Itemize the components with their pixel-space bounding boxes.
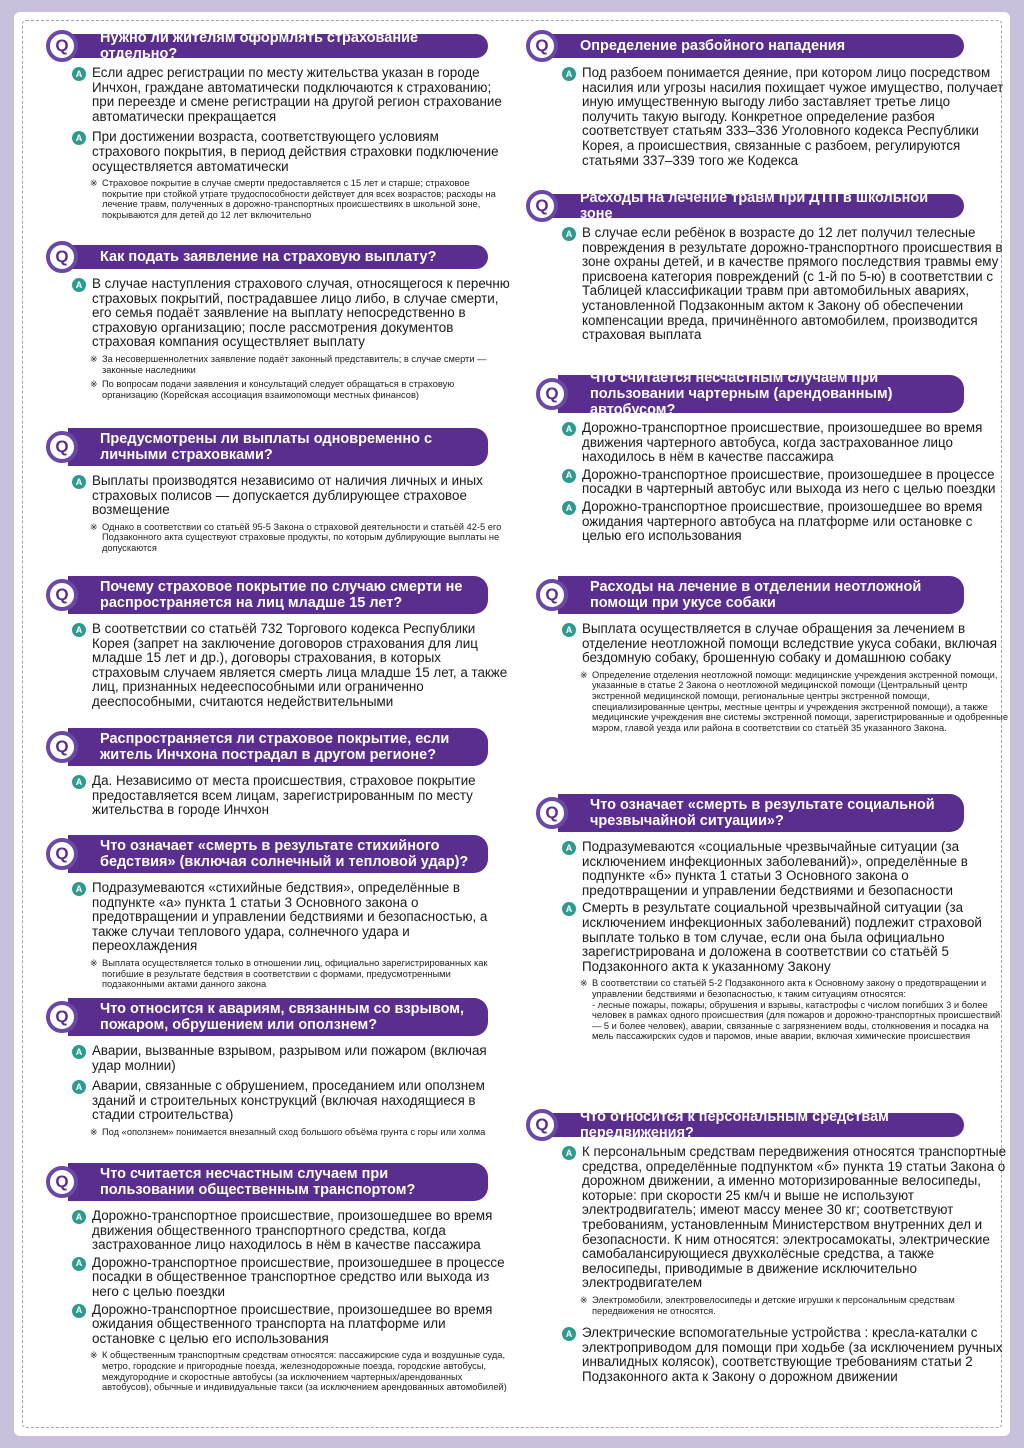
answer-icon: A bbox=[72, 1210, 86, 1224]
qa-block bbox=[0, 996, 520, 1138]
answer-icon: A bbox=[72, 775, 86, 789]
answer: A Электрические вспомогательные устройства : кресла-каталки с электроприводом для помощи при ходьбе (за исключением ручных инвалидных колясок), соответствующие требованиям статьи 2 Подзаконного акта к Закону о дорожном движении bbox=[536, 1326, 1020, 1384]
question-icon: Q bbox=[526, 190, 558, 222]
question-icon: Q bbox=[46, 241, 78, 273]
question-icon: Q bbox=[46, 579, 78, 611]
answer: A Подразумеваются «социальные чрезвычайные ситуации (за исключением инфекционных заболеваний)», определённые в подпункте «б» пункта 1 статьи 3 Основного закона о предотвращении и управлении бедствиями и безопасности bbox=[536, 840, 1020, 898]
question-title: Что означает «смерть в результате социальной чрезвычайной ситуации»? bbox=[558, 794, 964, 832]
answer-icon: A bbox=[72, 623, 86, 637]
answer: A К персональным средствам передвижения относятся транспортные средства, определённые подпунктом «б» пункта 19 статьи Закона о дорожном движении, а именно моторизированные велосипеды, которые: при скорости 25 км/ч и выше не используют электродвигатель; имеют массу менее 30 кг; соответствуют требованиям, установленным Министерством внутренних дел и безопасности. К ним относятся: электросамокаты, электрические самобалансирующиеся двухколёсные средства, а также велосипеды, приводимые в движение исключительно электродвигателем bbox=[536, 1145, 1020, 1291]
question-title: Что означает «смерть в результате стихийного бедствия» (включая солнечный и тепловой удар)? bbox=[68, 835, 488, 873]
footnote: ※ В соответствии со статьёй 5-2 Подзаконного акта к Основному закону о предотвращении и управлении бедствиями и безопасностью, к таким ситуациям относятся: - лесные пожары, пожары, обрушения и взрывы, катастрофы с числом погибших 3 и более человек в рамках одного происшествия (для пожаров и дорожно-транспортных происшествий — 5 и более человек), аварии, связанные с загрязнением воды, столкновения и посадка на мель пассажирских судов и паромов, иные аварии, включая химические происшествия bbox=[580, 978, 1001, 1042]
qa-block bbox=[0, 833, 520, 990]
answer: A Подразумеваются «стихийные бедствия», определённые в подпункте «а» пункта 1 статьи 3 Основного закона о предотвращении и управлении бедствиями и безопасностью, а также случаи теплового удара, солнечного удара и переохлаждения bbox=[46, 881, 520, 954]
qa-block bbox=[0, 32, 520, 221]
qa-block bbox=[520, 192, 1020, 343]
answer: A Дорожно-транспортное происшествие, произошедшее во время ожидания чартерного автобуса на платформе или остановке с целью его использования bbox=[536, 500, 1020, 544]
answer-icon: A bbox=[562, 501, 576, 515]
qa-block bbox=[520, 32, 1020, 168]
question-header bbox=[46, 574, 520, 616]
qa-block bbox=[520, 370, 1020, 544]
answer-icon: A bbox=[562, 1327, 576, 1341]
footnote: ※ Определение отделения неотложной помощи: медицинские учреждения экстренной помощи, указанные в статье 2 Закона о неотложной медицинской помощи (Центральный центр экстренной медицинской помощи, региональные центры экстренной помощи, специализированные центры, местные центры и учреждения экстренной помощи), а также медицинские учреждения вне системы экстренной помощи, зарегистрированные и одобренные мэром, главой уезда или района в соответствии со статьёй 35 указанного Закона. bbox=[580, 669, 1009, 733]
answer: A Под разбоем понимается деяние, при котором лицо посредством насилия или угрозы насилия похищает чужое имущество, получает иную имущественную выгоду либо заставляет третье лицо получить такую выгоду. Конкретное определение разбоя соответствует статьям 333–336 Уголовного кодекса Республики Корея, а происшествия, связанные с разбоем, регулируются статьями 337–339 того же Кодекса bbox=[536, 66, 1020, 168]
question-title: Что считается несчастным случаем при пользовании общественным транспортом? bbox=[68, 1163, 488, 1201]
note-mark-icon: ※ bbox=[90, 379, 98, 390]
note-mark-icon: ※ bbox=[580, 669, 588, 680]
answer: A В соответствии со статьёй 732 Торгового кодекса Республики Корея (запрет на заключение договоров страхования для лиц младше 15 лет и др.), договоры страхования, в которых страховым случаем является смерть лица младше 15 лет, а также лиц, признанных недееспособными или ограниченно дееспособными, считаются недействительными bbox=[46, 622, 520, 710]
answer: A Дорожно-транспортное происшествие, произошедшее в процессе посадки в чартерный автобус или выхода из него с целью поездки bbox=[536, 468, 1020, 497]
question-title: Почему страховое покрытие по случаю смерти не распространяется на лиц младше 15 лет? bbox=[68, 576, 488, 614]
answer-icon: A bbox=[562, 1146, 576, 1160]
answer: A Дорожно-транспортное происшествие, произошедшее во время движения чартерного автобуса, когда застрахованное лицо находилось в нём в качестве пассажира bbox=[536, 421, 1020, 465]
qa-block bbox=[0, 243, 520, 400]
answer-icon: A bbox=[562, 841, 576, 855]
qa-block bbox=[0, 726, 520, 818]
answer: A Дорожно-транспортное происшествие, произошедшее во время движения общественного транспортного средства, когда застрахованное лицо находилось в нём в качестве пассажира bbox=[46, 1209, 520, 1253]
note-mark-icon: ※ bbox=[90, 178, 98, 189]
answer: A В случае наступления страхового случая, относящегося к перечню страховых покрытий, пострадавшее лицо либо, в случае смерти, его семья подаёт заявление на выплату непосредственно в страховую организацию; после рассмотрения документов страховая компания осуществляет выплату bbox=[46, 277, 520, 350]
question-icon: Q bbox=[526, 1109, 558, 1141]
question-header bbox=[46, 1161, 520, 1203]
answer-icon: A bbox=[562, 902, 576, 916]
answer: A Аварии, вызванные взрывом, разрывом или пожаром (включая удар молнии) bbox=[46, 1044, 520, 1073]
question-header bbox=[526, 32, 1020, 60]
answer-icon: A bbox=[562, 227, 576, 241]
footnote: ※ За несовершеннолетних заявление подаёт законный представитель; в случае смерти — законные наследники bbox=[90, 353, 487, 375]
answer-icon: A bbox=[72, 1045, 86, 1059]
answer-icon: A bbox=[72, 1304, 86, 1318]
answer-icon: A bbox=[72, 475, 86, 489]
qa-block bbox=[0, 426, 520, 554]
question-icon: Q bbox=[536, 579, 568, 611]
answer-icon: A bbox=[72, 278, 86, 292]
question-icon: Q bbox=[526, 30, 558, 62]
answer-icon: A bbox=[562, 67, 576, 81]
note-mark-icon: ※ bbox=[90, 521, 98, 532]
footnote: ※ Выплата осуществляется только в отношении лиц, официально зарегистрированных как погибшие в результате бедствия в соответствии с формами, предусмотренными подзаконными актами данного закона bbox=[90, 957, 488, 990]
question-title: Что считается несчастным случаем при пользовании чартерным (арендованным) автобусом? bbox=[558, 375, 964, 413]
qa-block bbox=[0, 1161, 520, 1393]
footnote: ※ К общественным транспортным средствам относятся: пассажирские суда и воздушные суда, метро, городские и пригородные поезда, железнодорожные поезда, городские автобусы, междугородние и скоростные автобусы (за исключением чартерных/арендованных автобусов), обычные и индивидуальные такси (за исключением арендованных автомобилей) bbox=[90, 1350, 507, 1393]
question-icon: Q bbox=[46, 838, 78, 870]
qa-block bbox=[0, 574, 520, 710]
answer: A Дорожно-транспортное происшествие, произошедшее во время ожидания общественного транспорта на платформе или остановке с целью его использования bbox=[46, 1303, 520, 1347]
question-header bbox=[536, 792, 1020, 834]
footnote: ※ Страховое покрытие в случае смерти предоставляется с 15 лет и старше; страховое покрытие при стойкой утрате трудоспособности действует для всех возрастов; расходы на лечение травм, полученных в дорожно-транспортных происшествиях в школьной зоне, покрываются для детей до 12 лет включительно bbox=[90, 178, 496, 220]
qa-block bbox=[520, 1111, 1020, 1385]
question-header bbox=[46, 426, 520, 468]
answer: A Выплаты производятся независимо от наличия личных и иных страховых полисов — допускается дублирующее страховое возмещение bbox=[46, 474, 520, 518]
answer: A В случае если ребёнок в возрасте до 12 лет получил телесные повреждения в результате дорожно-транспортного происшествия в зоне охраны детей, и в качестве прямого последствия травмы ему присвоена категория повреждений (с 1-й по 5-ю) в соответствии с Таблицей классификации травм при автомобильных авариях, установленной Подзаконным актом к Закону об обеспечении компенсации вреда, причинённого автомобилем, производится страховая выплата bbox=[536, 226, 1020, 343]
question-icon: Q bbox=[46, 30, 78, 62]
answer: A Дорожно-транспортное происшествие, произошедшее в процессе посадки в общественное транспортное средство или выхода из него с целью поездки bbox=[46, 1256, 520, 1300]
footnote: ※ Электромобили, электровелосипеды и детские игрушки к персональным средствам передвижения не относятся. bbox=[580, 1294, 955, 1316]
answer-icon: A bbox=[72, 882, 86, 896]
question-icon: Q bbox=[46, 431, 78, 463]
answer-icon: A bbox=[72, 1080, 86, 1094]
answer: A Если адрес регистрации по месту жительства указан в городе Инчхон, граждане автоматически подключаются к страхованию; при переезде и смене регистрации на другой регион страхование автоматически прекращается bbox=[46, 66, 520, 124]
question-icon: Q bbox=[46, 1166, 78, 1198]
note-mark-icon: ※ bbox=[580, 978, 588, 989]
note-mark-icon: ※ bbox=[90, 353, 98, 364]
question-title: Нужно ли жителям оформлять страхование отдельно? bbox=[68, 34, 488, 58]
question-header bbox=[536, 370, 1020, 418]
question-header bbox=[526, 1111, 1020, 1139]
question-title: Расходы на лечение травм при ДТП в школьной зоне bbox=[548, 194, 964, 218]
answer-icon: A bbox=[562, 623, 576, 637]
note-mark-icon: ※ bbox=[90, 1126, 98, 1137]
question-icon: Q bbox=[46, 731, 78, 763]
answer-icon: A bbox=[562, 469, 576, 483]
footnote: ※ Под «оползнем» понимается внезапный сход большого объёма грунта с горы или холма bbox=[90, 1126, 486, 1137]
question-title: Что относится к авариям, связанным со взрывом, пожаром, обрушением или оползнем? bbox=[68, 998, 488, 1036]
qa-block bbox=[520, 574, 1020, 733]
footnote: ※ Однако в соответствии со статьёй 95-5 Закона о страховой деятельности и статьёй 42-5 его Подзаконного акта существуют страховые продукты, по которым дублирующие выплаты не допускаются bbox=[90, 521, 502, 553]
answer-icon: A bbox=[72, 1257, 86, 1271]
answer: A Да. Независимо от места происшествия, страховое покрытие предоставляется всем лицам, зарегистрированным по месту жительства в городе Инчхон bbox=[46, 774, 520, 818]
question-title: Расходы на лечение в отделении неотложной помощи при укусе собаки bbox=[558, 576, 964, 614]
answer-icon: A bbox=[72, 67, 86, 81]
question-header bbox=[46, 243, 520, 271]
question-header bbox=[46, 833, 520, 875]
question-title: Распространяется ли страховое покрытие, если житель Инчхона пострадал в другом регионе? bbox=[68, 728, 488, 766]
answer: A Выплата осуществляется в случае обращения за лечением в отделение неотложной помощи вследствие укуса собаки, включая бездомную собаку, брошенную собаку и домашнюю собаку bbox=[536, 622, 1020, 666]
question-header bbox=[46, 32, 520, 60]
question-icon: Q bbox=[536, 797, 568, 829]
question-title: Определение разбойного нападения bbox=[548, 34, 964, 58]
answer-icon: A bbox=[72, 131, 86, 145]
note-mark-icon: ※ bbox=[90, 957, 98, 968]
question-header bbox=[46, 996, 520, 1038]
question-icon: Q bbox=[536, 378, 568, 410]
question-title: Предусмотрены ли выплаты одновременно с личными страховками? bbox=[68, 428, 488, 466]
answer: A При достижении возраста, соответствующего условиям страхового покрытия, в период действия страховки подключение осуществляется автоматически bbox=[46, 130, 520, 174]
answer-icon: A bbox=[562, 422, 576, 436]
question-title: Что относится к персональным средствам передвижения? bbox=[548, 1113, 964, 1137]
question-icon: Q bbox=[46, 1001, 78, 1033]
qa-block bbox=[520, 792, 1020, 1042]
question-title: Как подать заявление на страховую выплату? bbox=[68, 245, 488, 269]
answer: A Смерть в результате социальной чрезвычайной ситуации (за исключением инфекционных заболеваний) подлежит страховой выплате только в том случае, если она была официально зарегистрирована и доложена в соответствии со статьёй 5 Подзаконного акта к указанному Закону bbox=[536, 901, 1020, 974]
question-header bbox=[46, 726, 520, 768]
question-header bbox=[536, 574, 1020, 616]
note-mark-icon: ※ bbox=[90, 1350, 98, 1361]
answer: A Аварии, связанные с обрушением, проседанием или оползнем зданий и строительных конструкций (включая находящиеся в стадии строительства) bbox=[46, 1079, 520, 1123]
question-header bbox=[526, 192, 1020, 220]
footnote: ※ По вопросам подачи заявления и консультаций следует обращаться в страховую организацию (Корейская ассоциация взаимопомощи местных финансов) bbox=[90, 379, 455, 400]
note-mark-icon: ※ bbox=[580, 1294, 588, 1305]
